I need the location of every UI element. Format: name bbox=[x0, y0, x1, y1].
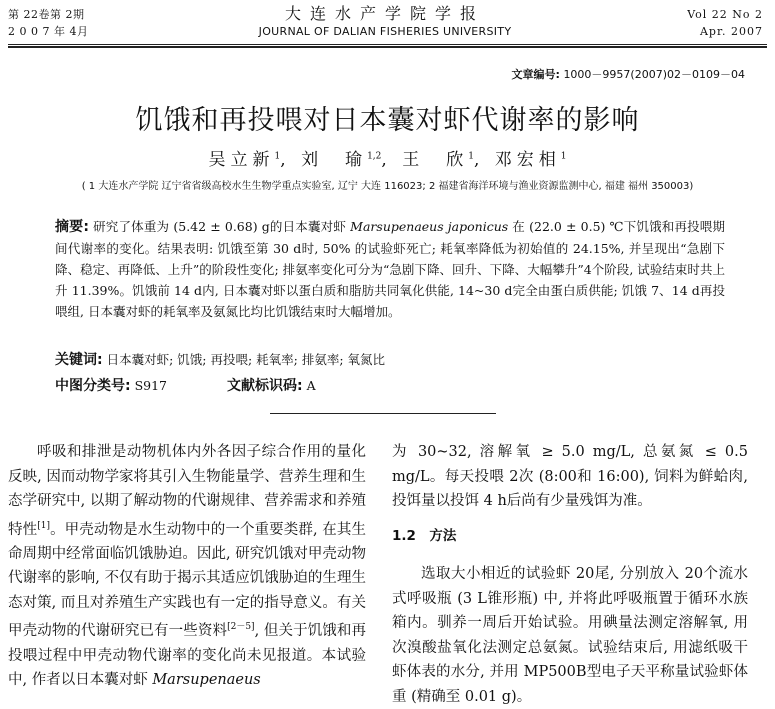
keywords bbox=[55, 350, 735, 370]
header-left bbox=[8, 6, 88, 40]
intro-text: 。甲壳动物是水生动物中的一个重要类群, 在其生命周期中经常面临饥饿胁迫。因此, 研究饥饿对甲壳动物代谢率的影响, 不仅有助于揭示其适应饥饿胁迫的生理生态对策, 而且对养殖生产实践也有一定的指导意义。有关甲壳动物的代谢研究已有一些资料 bbox=[8, 521, 367, 640]
header-rule-thick bbox=[8, 46, 767, 48]
paper-title: 饥饿和再投喂对日本囊对虾代谢率的影响 bbox=[135, 105, 640, 136]
methods-paragraph: 选取大小相近的试验虾 20尾, 分别放入 20个流水式呼吸瓶 (3 L锥形瓶) 中, 并将此呼吸瓶置于循环水族箱内。驯养一周后开始试验。用碘量法测定溶解氧, 用次溴酸盐氧化法测定总氨氮。试验结束后, 用滤纸吸干虾体表的水分, 并用 MP500B型电子天平称量试验虾体重 (精确至 0.01 g)。 bbox=[392, 566, 748, 705]
classification bbox=[55, 375, 316, 395]
journal-name-cn: 大连水产学院学报 bbox=[284, 4, 485, 23]
keywords-label: 关键词: bbox=[55, 352, 103, 368]
article-number-label: 文章编号: bbox=[511, 68, 560, 81]
date-en: Apr. 2007 bbox=[699, 25, 763, 38]
article-number-value: 1000－9957(2007)02－0109－04 bbox=[563, 68, 745, 81]
header-right bbox=[687, 6, 763, 40]
citation-ref: [2－5] bbox=[227, 622, 255, 633]
species-name: Marsupenaeus japonicus bbox=[350, 219, 509, 234]
species-name: Marsupenaeus bbox=[152, 672, 261, 689]
author-name: 吴立新 bbox=[208, 150, 275, 170]
section-divider bbox=[270, 413, 496, 414]
header-center bbox=[190, 4, 580, 40]
volume-cn: 第 22卷第 2期 bbox=[8, 8, 85, 21]
journal-header bbox=[0, 0, 775, 46]
body-column-left bbox=[8, 440, 366, 693]
author-affil-sup: 1 bbox=[560, 151, 567, 162]
header-rule-thin bbox=[8, 44, 767, 45]
intro-paragraph bbox=[8, 440, 366, 693]
intro-text: 呼吸和排泄是动物机体内外各因子综合作用的量化反映, 因而动物学家将其引入生物能量学、营养生理和生态学研究中, 以期了解动物的代谢规律、营养需求和养殖特性 bbox=[8, 444, 366, 538]
author-affil-sup: 1,2 bbox=[367, 151, 382, 162]
author-name: 刘 瑜 bbox=[301, 150, 368, 170]
abstract-text-a: 研究了体重为 (5.42 ± 0.68) g的日本囊对虾 bbox=[88, 219, 351, 234]
author-list: 吴立新$^1$, 刘 瑜$^{1,2}$, 王 欣$^1$, 邓宏相$^1$ bbox=[208, 150, 567, 170]
section-heading: 1.2 方法 bbox=[392, 527, 457, 544]
clc-label: 中图分类号: bbox=[55, 378, 131, 394]
author-affil-sup: 1 bbox=[274, 151, 281, 162]
abstract-text-b: 在 (22.0 ± 0.5) ℃下饥饿和再投喂期间代谢率的变化。结果表明: 饥饿至第 30 d时, 50% 的试验虾死亡; 耗氧率降低为初始值的 24.15%, 并呈现出“急剧下降、稳定、再降低、上升”的阶段性变化; 排氨率变化可分为“急剧下降、回升、下降、大幅攀升”4个阶段, 试验结束时共上升 11.39%。饥饿前 14 d内, 日本囊对虾以蛋白质和脂肪共同氧化供能, 14~30 d完全由蛋白质供能; 饥饿 7、14 d再投喂组, 日本囊对虾的耗氧率及氨氮比均比饥饿结束时大幅增加。 bbox=[55, 219, 725, 319]
citation-ref: [1] bbox=[37, 520, 50, 531]
abstract bbox=[55, 216, 725, 322]
date-cn: 2 0 0 7 年 4月 bbox=[8, 25, 89, 38]
article-number bbox=[512, 66, 745, 82]
intro-text: , 但关于饥饿和再投喂过程中甲壳动物代谢率的变化尚未见报道。本试验中, 作者以日本囊对虾 bbox=[8, 623, 367, 689]
conditions-paragraph: 为 30~32, 溶解氧 ≥ 5.0 mg/L, 总氨氮 ≤ 0.5 mg/L。每天投喂 2次 (8:00和 16:00), 饲料为鲜蛤肉, 投饵量以投饵 4 h后尚有少量残饵为准。 bbox=[392, 444, 748, 509]
doc-code-value: A bbox=[302, 378, 316, 393]
abstract-label: 摘要: bbox=[55, 219, 89, 235]
doc-code-label: 文献标识码: bbox=[227, 378, 303, 394]
keywords-text: 日本囊对虾; 饥饿; 再投喂; 耗氧率; 排氨率; 氧氮比 bbox=[102, 352, 386, 367]
clc-value: S917 bbox=[130, 378, 168, 393]
journal-name-en: JOURNAL OF DALIAN FISHERIES UNIVERSITY bbox=[258, 25, 512, 38]
author-name: 王 欣 bbox=[402, 150, 469, 170]
volume-en: Vol 22 No 2 bbox=[687, 8, 763, 21]
author-affil-sup: 1 bbox=[468, 151, 474, 162]
body-column-right bbox=[392, 440, 748, 709]
affiliation: ( 1 大连水产学院 辽宁省省级高校水生生物学重点实验室, 辽宁 大连 116023; 2 福建省海洋环境与渔业资源监测中心, 福建 福州 350003) bbox=[81, 181, 694, 192]
author-name: 邓宏相 bbox=[494, 150, 561, 170]
